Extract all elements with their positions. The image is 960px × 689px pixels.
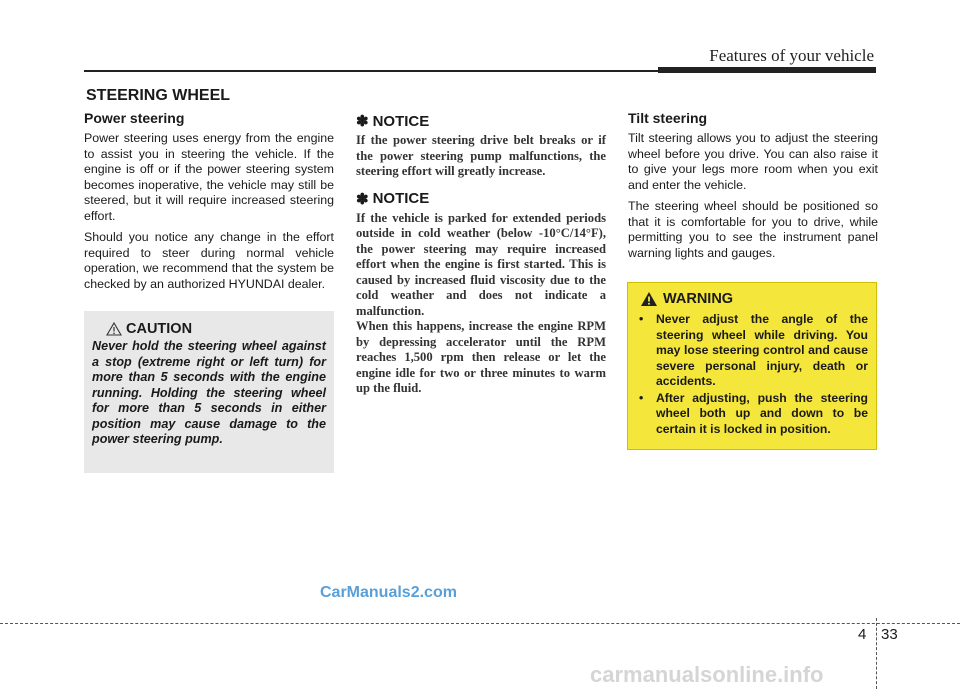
notice-title: NOTICE	[372, 190, 430, 207]
notice-star-icon: ✽	[356, 113, 369, 130]
caution-box	[84, 311, 334, 473]
power-steering-heading: Power steering	[84, 110, 185, 126]
caution-text: Never hold the steering wheel against a stop (extreme right or left turn) for more than 5 seconds with the engine running. Holding the steering wheel for more than 5 seconds in either position may cause damage to the power steering pump.	[92, 339, 326, 446]
warning-item: • After adjusting, push the steering wheel both up and down to be certain it is locked in position.	[639, 390, 868, 436]
power-steering-paragraph: Power steering uses energy from the engine to assist you in steering the vehicle. If the engine is off or if the power steering system becomes inoperative, the vehicle may still be steered, but it will require increased steering effort.	[84, 131, 334, 223]
notice-header	[356, 112, 606, 130]
header-rule-accent	[658, 67, 876, 73]
notice-text-continued: When this happens, increase the engine RPM by depressing accelerator until the RPM reaches 1,500 rpm then release or let the engine idle for two or three minutes to warm up the fluid.	[356, 319, 606, 395]
header-title: Features of your vehicle	[709, 46, 874, 65]
notice-text: If the power steering drive belt breaks or if the power steering pump malfunctions, the steering effort will greatly increase.	[356, 133, 606, 178]
site-watermark: carmanualsonline.info	[590, 662, 824, 687]
column-tilt-steering	[628, 110, 878, 267]
notice-star-icon: ✽	[356, 190, 369, 208]
footer-divider	[876, 618, 877, 689]
caution-title: CAUTION	[126, 321, 193, 337]
column-notices	[356, 110, 606, 407]
power-steering-paragraph: Should you notice any change in the effort required to steer during normal vehicle operation, we recommend that the system be checked by an authorized HYUNDAI dealer.	[84, 230, 334, 291]
warning-item-text: Never adjust the angle of the steering wheel while driving. You may lose steering control and cause severe personal injury, death or accidents.	[656, 312, 868, 388]
warning-box	[627, 282, 877, 450]
notice-header	[356, 190, 606, 208]
tilt-steering-paragraph: The steering wheel should be positioned so that it is comfortable for you to drive, while permitting you to see the instrument panel warning lights and gauges.	[628, 199, 878, 260]
chapter-number: 4	[858, 626, 867, 643]
warning-list	[636, 312, 868, 437]
warning-title: WARNING	[663, 291, 734, 307]
warning-triangle-icon	[640, 291, 658, 307]
warning-item-text: After adjusting, push the steering wheel both up and down to be certain it is locked in position.	[656, 390, 868, 436]
notice-text: If the vehicle is parked for extended periods outside in cold weather (below -10°C/14°F), the power steering may require increased effort when the engine is first started. This is caused by increased fluid viscosity due to the cold weather and does not indicate a malfunction.	[356, 210, 606, 318]
section-title: STEERING WHEEL	[86, 87, 231, 104]
watermark-link[interactable]: CarManuals2.com	[320, 584, 457, 601]
header-rule	[84, 70, 674, 72]
tilt-steering-paragraph: Tilt steering allows you to adjust the steering wheel before you drive. You can also raise it to give your legs more room when you exit and enter the vehicle.	[628, 131, 878, 192]
footer-rule	[0, 623, 960, 624]
column-power-steering	[84, 110, 334, 298]
page-number: 33	[881, 626, 898, 643]
notice-title: NOTICE	[372, 112, 430, 130]
warning-item: • Never adjust the angle of the steering wheel while driving. You may lose steering control and cause severe personal injury, death or accidents.	[639, 312, 868, 388]
caution-header	[106, 321, 326, 337]
warning-header	[640, 291, 868, 307]
tilt-steering-heading: Tilt steering	[628, 110, 708, 126]
caution-triangle-icon	[106, 322, 122, 336]
